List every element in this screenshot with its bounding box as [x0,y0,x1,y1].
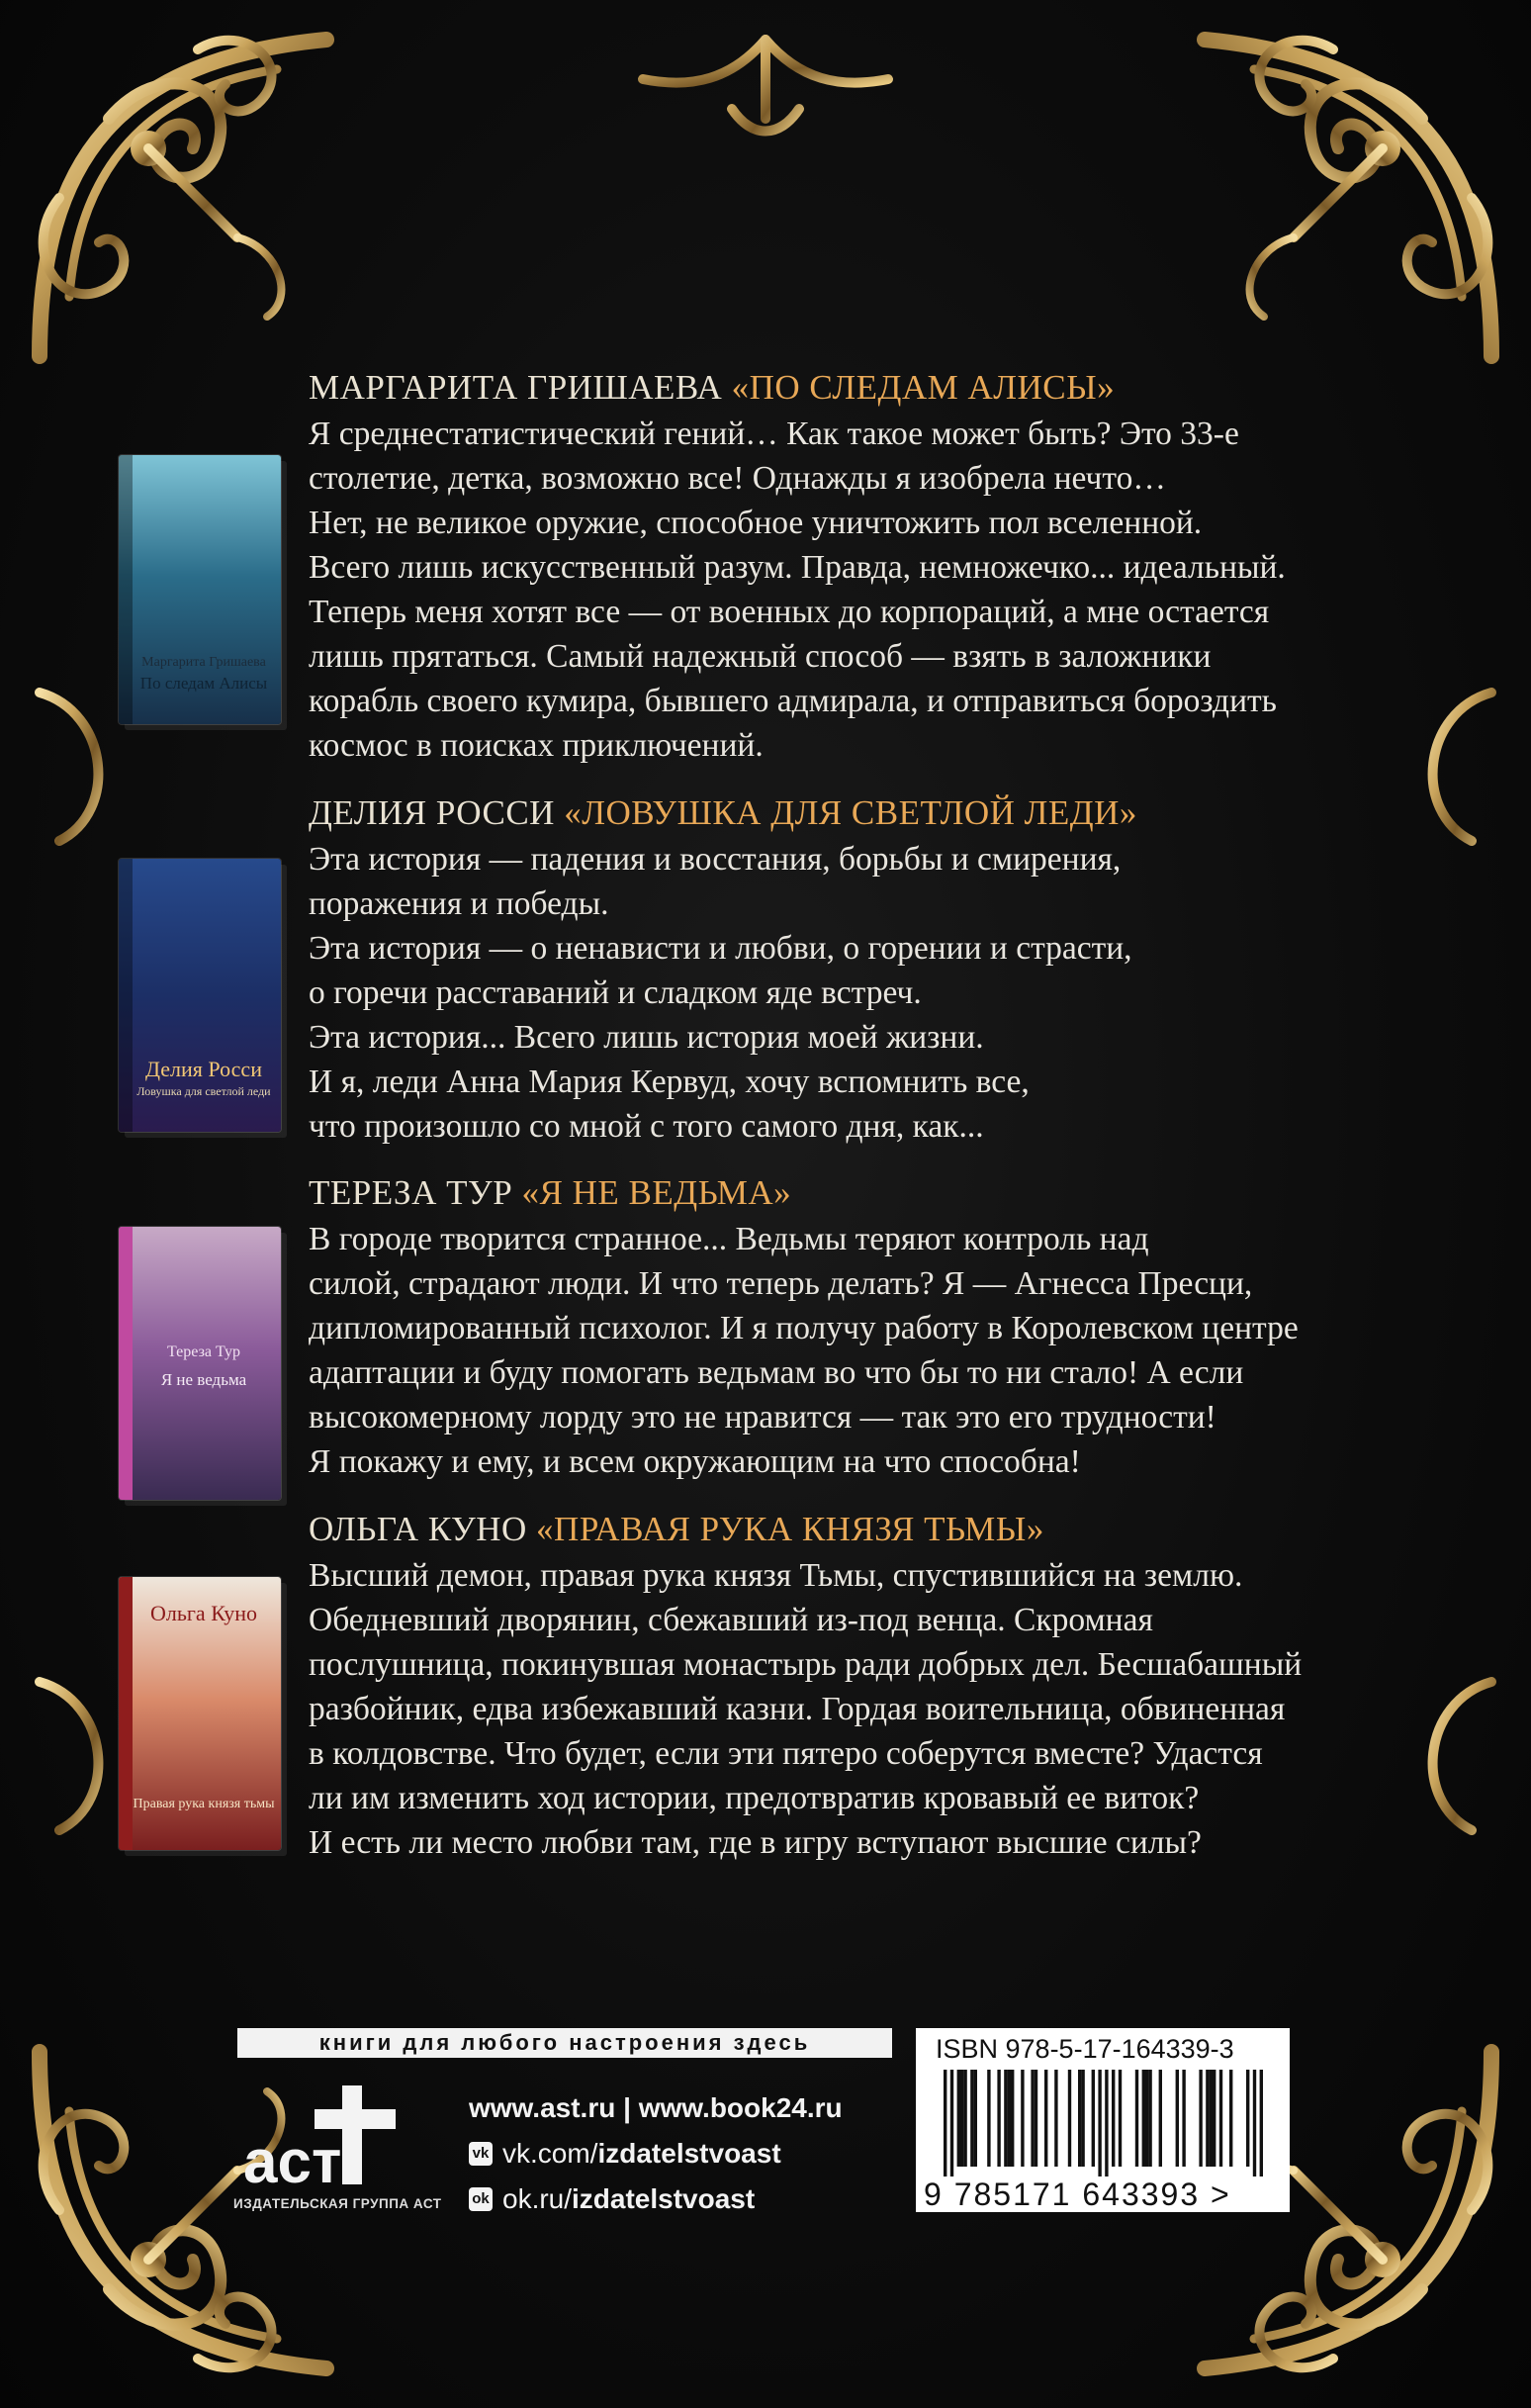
barcode-bar [1008,2070,1011,2167]
description-line: Высший демон, правая рука князя Тьмы, спустившийся на землю. [309,1557,1243,1594]
book-cover-thumbnail-1 [119,455,281,724]
barcode-bar [960,2070,963,2167]
barcode-bar [1229,2070,1232,2167]
barcode-bar [1105,2070,1108,2176]
book-title: «Я НЕ ВЕДЬМА» [521,1173,792,1212]
cover-author: Ольга Куно [150,1601,257,1625]
book-author: ТЕРЕЗА ТУР [309,1173,513,1212]
separator: | [623,2092,631,2123]
barcode-bar [1068,2070,1071,2167]
description-line: Эта история... Всего лишь история моей жизни. [309,1019,984,1056]
barcode-digits: 9 785171 643393 > [924,2176,1231,2212]
cover-author: Маргарита Гришаева [141,655,266,670]
ok-prefix: ok.ru/ [502,2183,573,2214]
description-line: Я среднестатистический гений… Как такое может быть? Это 33-е [309,416,1239,452]
description-line: В городе творится странное... Ведьмы теряют контроль над [309,1221,1149,1257]
description-line: силой, страдают люди. И что теперь делать? Я — Агнесса Пресци, [309,1265,1253,1302]
description-line: адаптации и буду помогать ведьмам во что бы то ни стало! А если [309,1354,1244,1391]
description-line: разбойник, едва избежавший казни. Гордая воительница, обвиненная [309,1691,1286,1727]
description-line: Нет, не великое оружие, способное уничтожить пол вселенной. [309,505,1203,541]
book-author: МАРГАРИТА ГРИШАЕВА [309,368,723,407]
site-links-row [469,2085,843,2131]
vk-link[interactable] [469,2131,843,2176]
cover-title: Правая рука князя тьмы [133,1797,275,1811]
ok-icon: ok [469,2187,493,2211]
barcode-bar [1182,2070,1185,2167]
description-line: Эта история — о ненависти и любви, о горении и страсти, [309,930,1132,967]
vk-icon: vk [469,2142,493,2166]
barcode-bar [987,2070,990,2167]
barcode-bar [1135,2070,1138,2167]
cover-author: Тереза Тур [167,1343,240,1360]
barcode-bar [1035,2070,1037,2167]
description-line: лишь прятаться. Самый надежный способ — взять в заложники [309,638,1212,675]
description-line: дипломированный психолог. И я получу работу в Королевском центре [309,1310,1299,1346]
barcode-bar [970,2070,973,2167]
book-header [309,1171,1436,1215]
vk-handle: izdatelstvoast [597,2138,781,2169]
description-line: Обедневший дворянин, сбежавший из-под венца. Скромная [309,1602,1153,1638]
ok-handle: izdatelstvoast [572,2183,756,2214]
barcode-bar [1199,2070,1202,2167]
site-link-book24[interactable]: www.book24.ru [638,2092,843,2123]
book-description [309,412,1436,768]
barcode-bar [1112,2070,1115,2167]
barcode-bar [1206,2070,1209,2167]
cover-title: Я не ведьма [160,1370,247,1389]
description-line: корабль своего кумира, бывшего адмирала, и отправиться бороздить [309,683,1277,719]
book-cover-thumbnail-3 [119,1227,281,1500]
vk-prefix: vk.com/ [502,2138,598,2169]
description-line: И я, леди Анна Мария Кервуд, хочу вспомнить все, [309,1064,1030,1100]
book-section-2 [309,791,1436,1149]
barcode-bar [1246,2070,1249,2167]
barcode-bar [1176,2070,1179,2167]
tagline: книги для любого настроения здесь [237,2028,892,2058]
barcode-bar [1098,2070,1101,2176]
book-title: «ПО СЛЕДАМ АЛИСЫ» [731,368,1116,407]
book-header [309,1508,1436,1551]
barcode-bar [963,2070,966,2167]
description-line: высокомерному лорду это не нравится — так это его трудности! [309,1399,1216,1436]
barcode-bar [1081,2070,1084,2167]
description-line: ли им изменить ход истории, предотвратив кровавый ее виток? [309,1780,1200,1816]
book-section-4 [309,1508,1436,1865]
ok-link[interactable] [469,2176,843,2222]
barcode-bar [1004,2070,1007,2167]
description-line: в колдовстве. Что будет, если эти пятеро соберутся вместе? Удастся [309,1735,1263,1772]
barcode-bar [1021,2070,1024,2167]
barcode-bar [1011,2070,1014,2167]
site-link-ast[interactable]: www.ast.ru [469,2092,616,2123]
barcode-bar [957,2070,960,2167]
barcode-bar [1078,2070,1081,2167]
book-description [309,837,1436,1149]
barcode-bars [926,2070,1280,2178]
barcode-bar [1219,2070,1222,2167]
logo-text: аст [243,2128,342,2196]
barcode-bar [974,2070,977,2167]
description-line: Всего лишь искусственный разум. Правда, немножечко... идеальный. [309,549,1286,586]
publisher-logo [225,2080,433,2198]
barcode-bar [997,2070,1000,2167]
book-section-3 [309,1171,1436,1484]
description-line: Теперь меня хотят все — от военных до корпораций, а мне остается [309,594,1270,630]
description-line: Я покажу и ему, и всем окружающим на что способна! [309,1443,1081,1480]
description-line: Эта история — падения и восстания, борьбы и смирения, [309,841,1122,878]
book-description [309,1217,1436,1484]
barcode-bar [1145,2070,1148,2167]
description-line: космос в поисках приключений. [309,727,764,764]
book-author: ОЛЬГА КУНО [309,1510,527,1548]
description-line: столетие, детка, возможно все! Однажды я изобрела нечто… [309,460,1166,497]
cover-title: По следам Алисы [139,674,268,693]
book-cover-thumbnail-4 [119,1577,281,1850]
barcode-bar [1054,2070,1057,2167]
barcode-bar [950,2070,953,2176]
book-header [309,791,1436,835]
description-line: поражения и победы. [309,885,609,922]
barcode-bar [1210,2070,1213,2167]
web-links [469,2085,843,2222]
description-line: о горечи расставаний и сладком яде встреч. [309,974,922,1011]
description-line: И есть ли место любви там, где в игру вступают высшие силы? [309,1824,1202,1861]
isbn-barcode [916,2028,1290,2212]
barcode-bar [1148,2070,1151,2167]
book-cover-thumbnail-2 [119,859,281,1132]
barcode-bar [1253,2070,1256,2176]
barcode-bar [1044,2070,1047,2167]
book-header [309,366,1436,410]
book-title: «ПРАВАЯ РУКА КНЯЗЯ ТЬМЫ» [536,1510,1044,1548]
publisher-caption: ИЗДАТЕЛЬСКАЯ ГРУППА АСТ [233,2196,442,2211]
description-line: послушница, покинувшая монастырь ради добрых дел. Бесшабашный [309,1646,1303,1683]
barcode-bar [1213,2070,1216,2167]
barcode-bar [1119,2070,1122,2167]
barcode-bar [1142,2070,1145,2167]
description-line: что произошло со мной с того самого дня, как... [309,1108,984,1145]
barcode-bar [944,2070,946,2176]
barcode-bar [1031,2070,1034,2167]
barcode-bar [1159,2070,1162,2167]
book-title: «ЛОВУШКА ДЛЯ СВЕТЛОЙ ЛЕДИ» [564,793,1137,832]
barcode-bar [1260,2070,1263,2176]
barcode-bar [1092,2070,1095,2167]
cover-author: Делия Росси [145,1057,262,1081]
cover-title: Ловушка для светлой леди [136,1084,271,1098]
book-description [309,1553,1436,1865]
isbn-label: ISBN 978-5-17-164339-3 [936,2034,1234,2064]
book-author: ДЕЛИЯ РОССИ [309,793,555,832]
book-section-1 [309,366,1436,768]
